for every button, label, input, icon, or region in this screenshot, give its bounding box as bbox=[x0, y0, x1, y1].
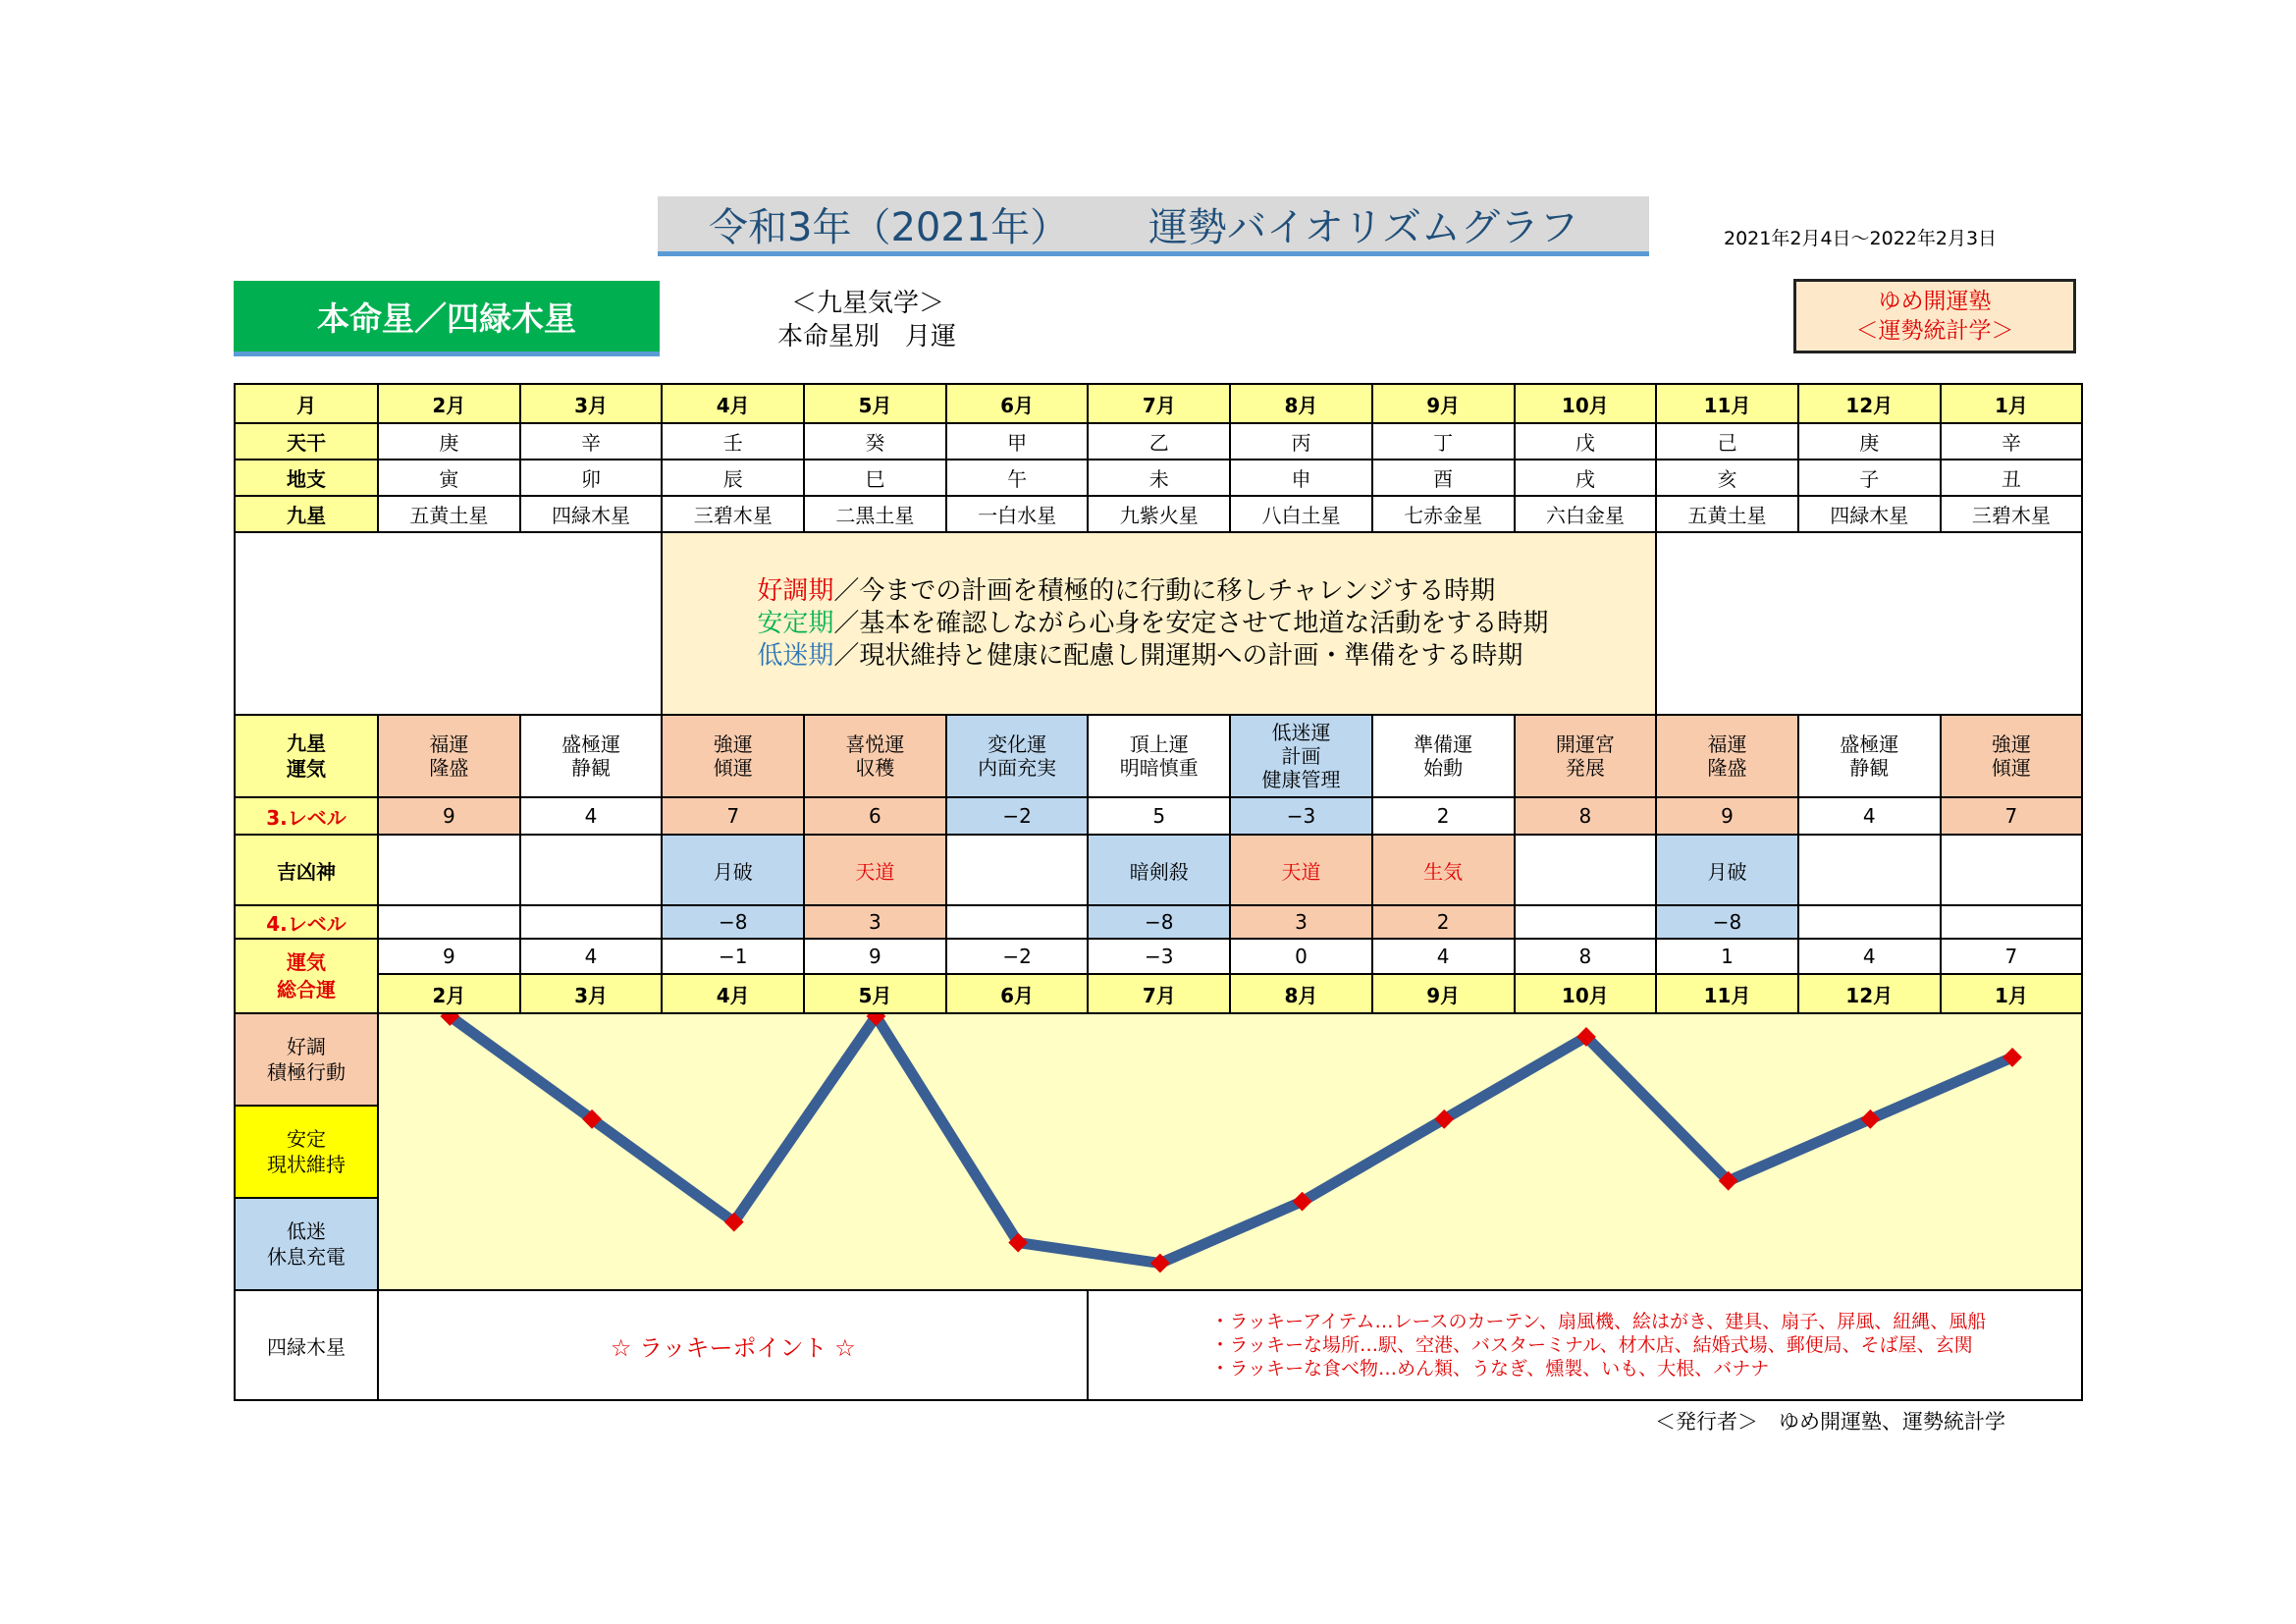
level4-cell: 3 bbox=[1230, 905, 1372, 939]
month-repeat-cell: 12月 bbox=[1798, 974, 1941, 1013]
kyusei-row-cell: 八白土星 bbox=[1230, 496, 1372, 532]
phase-text: ／現状維持と健康に配慮し開運期への計画・準備をする時期 bbox=[833, 640, 1523, 671]
unki-cell: 強運 傾運 bbox=[662, 715, 804, 797]
description-blank-left bbox=[235, 532, 662, 715]
phase-label: 好調期 bbox=[757, 575, 834, 606]
kikkyo-cell bbox=[520, 835, 663, 905]
zone-label: 安定 現状維持 bbox=[235, 1106, 378, 1198]
lucky-item: ・ラッキーアイテム…レースのカーテン、扇風機、絵はがき、建具、扇子、屏風、紐縄、風船 bbox=[1210, 1311, 1987, 1332]
unki-cell: 盛極運 静観 bbox=[1798, 715, 1941, 797]
series-line bbox=[450, 1016, 2012, 1264]
month-repeat-cell: 4月 bbox=[662, 974, 804, 1013]
chart-area bbox=[378, 1013, 2082, 1290]
month-header-cell: 8月 bbox=[1230, 384, 1372, 423]
level3-cell: 2 bbox=[1372, 797, 1515, 835]
level3-cell: 6 bbox=[804, 797, 946, 835]
chishi-row-cell: 午 bbox=[946, 460, 1089, 496]
month-header-cell: 3月 bbox=[520, 384, 663, 423]
kikkyo-label: 吉凶神 bbox=[235, 835, 378, 905]
tenkan-row-cell: 甲 bbox=[946, 423, 1089, 460]
month-repeat-cell: 6月 bbox=[946, 974, 1089, 1013]
unki-label: 九星 運気 bbox=[235, 715, 378, 797]
month-label: 月 bbox=[235, 384, 378, 423]
tenkan-row-cell: 丙 bbox=[1230, 423, 1372, 460]
kyusei-row-cell: 五黄土星 bbox=[1656, 496, 1798, 532]
level3-cell: 4 bbox=[520, 797, 663, 835]
level3-cell: 9 bbox=[378, 797, 520, 835]
total-cell: 4 bbox=[1372, 939, 1515, 974]
month-repeat-cell: 1月 bbox=[1941, 974, 2083, 1013]
kyusei-row-label: 九星 bbox=[235, 496, 378, 532]
chishi-row-cell: 亥 bbox=[1656, 460, 1798, 496]
level3-cell: 7 bbox=[662, 797, 804, 835]
unki-cell: 準備運 始動 bbox=[1372, 715, 1515, 797]
unki-cell: 低迷運 計画 健康管理 bbox=[1230, 715, 1372, 797]
month-header-cell: 7月 bbox=[1088, 384, 1230, 423]
kyusei-row-cell: 二黒土星 bbox=[804, 496, 946, 532]
tenkan-row-cell: 乙 bbox=[1088, 423, 1230, 460]
description-blank-right bbox=[1656, 532, 2082, 715]
page-title: 令和3年（2021年） bbox=[709, 204, 1070, 250]
zone-label: 好調 積極行動 bbox=[235, 1013, 378, 1106]
level3-cell: 7 bbox=[1941, 797, 2083, 835]
month-repeat-cell: 10月 bbox=[1515, 974, 1657, 1013]
zone-label: 低迷 休息充電 bbox=[235, 1198, 378, 1290]
chishi-row-cell: 寅 bbox=[378, 460, 520, 496]
fortune-table bbox=[234, 383, 2083, 1401]
chishi-row-cell: 未 bbox=[1088, 460, 1230, 496]
level4-label: 4.レベル bbox=[235, 905, 378, 939]
level3-cell: −2 bbox=[946, 797, 1089, 835]
chishi-row-cell: 申 bbox=[1230, 460, 1372, 496]
phase-text: ／基本を確認しながら心身を安定させて地道な活動をする時期 bbox=[833, 608, 1549, 638]
total-cell: 0 bbox=[1230, 939, 1372, 974]
month-repeat-cell: 7月 bbox=[1088, 974, 1230, 1013]
tenkan-row-cell: 辛 bbox=[520, 423, 663, 460]
tenkan-row-cell: 己 bbox=[1656, 423, 1798, 460]
unki-cell: 福運 隆盛 bbox=[378, 715, 520, 797]
total-cell: 4 bbox=[520, 939, 663, 974]
lucky-row bbox=[235, 1290, 2082, 1400]
kyusei-row-cell: 四緑木星 bbox=[1798, 496, 1941, 532]
level4-cell: −8 bbox=[1088, 905, 1230, 939]
month-header-cell: 4月 bbox=[662, 384, 804, 423]
kikkyo-cell: 月破 bbox=[662, 835, 804, 905]
total-cell: 8 bbox=[1515, 939, 1657, 974]
kyusei-row-cell: 三碧木星 bbox=[1941, 496, 2083, 532]
month-repeat-cell: 5月 bbox=[804, 974, 946, 1013]
total-cell: −3 bbox=[1088, 939, 1230, 974]
biorhythm-chart bbox=[379, 1014, 2082, 1290]
lucky-title: ☆ ラッキーポイント ☆ bbox=[378, 1290, 1088, 1400]
level4-cell: 2 bbox=[1372, 905, 1515, 939]
kikkyo-cell bbox=[378, 835, 520, 905]
page-title-2: 運勢バイオリズムグラフ bbox=[1148, 204, 1578, 250]
kyusei-row-cell: 五黄土星 bbox=[378, 496, 520, 532]
chishi-row-label: 地支 bbox=[235, 460, 378, 496]
tenkan-row-cell: 癸 bbox=[804, 423, 946, 460]
footer-publisher: ＜発行者＞ ゆめ開運塾、運勢統計学 bbox=[1655, 1410, 2005, 1434]
unki-cell: 盛極運 静観 bbox=[520, 715, 663, 797]
total-row bbox=[235, 939, 2082, 974]
kikkyo-cell bbox=[1941, 835, 2083, 905]
chishi-row-cell: 丑 bbox=[1941, 460, 2083, 496]
unki-cell: 開運宮 発展 bbox=[1515, 715, 1657, 797]
title-bar bbox=[658, 196, 1649, 256]
kyusei-row-cell: 四緑木星 bbox=[520, 496, 663, 532]
kyusei-row-cell: 九紫火星 bbox=[1088, 496, 1230, 532]
total-cell: −2 bbox=[946, 939, 1089, 974]
tenkan-row-cell: 壬 bbox=[662, 423, 804, 460]
total-label: 運気 総合運 bbox=[235, 939, 378, 1013]
kikkyo-cell: 天道 bbox=[1230, 835, 1372, 905]
kyusei-row bbox=[235, 496, 2082, 532]
tenkan-row-cell: 丁 bbox=[1372, 423, 1515, 460]
kikkyo-cell: 月破 bbox=[1656, 835, 1798, 905]
level4-cell bbox=[946, 905, 1089, 939]
kikkyo-cell bbox=[1798, 835, 1941, 905]
chishi-row-cell: 戌 bbox=[1515, 460, 1657, 496]
chishi-row-cell: 卯 bbox=[520, 460, 663, 496]
level4-cell bbox=[378, 905, 520, 939]
total-cell: −1 bbox=[662, 939, 804, 974]
month-repeat-cell: 3月 bbox=[520, 974, 663, 1013]
kikkyo-cell: 暗剣殺 bbox=[1088, 835, 1230, 905]
honmei-banner: 本命星／四緑木星 bbox=[234, 281, 660, 356]
month-header-cell: 5月 bbox=[804, 384, 946, 423]
month-header-cell: 12月 bbox=[1798, 384, 1941, 423]
level3-label: 3.レベル bbox=[235, 797, 378, 835]
subtitle-2: 本命星別 月運 bbox=[777, 322, 957, 352]
description-line bbox=[757, 575, 1655, 608]
kyusei-row-cell: 一白水星 bbox=[946, 496, 1089, 532]
publisher-name: ゆめ開運塾 bbox=[1878, 289, 1992, 314]
chishi-row bbox=[235, 460, 2082, 496]
chishi-row-cell: 辰 bbox=[662, 460, 804, 496]
month-repeat-cell: 11月 bbox=[1656, 974, 1798, 1013]
description-line bbox=[757, 608, 1655, 640]
kyusei-row-cell: 六白金星 bbox=[1515, 496, 1657, 532]
lucky-item: ・ラッキーな場所…駅、空港、バスターミナル、材木店、結婚式場、郵便局、そば屋、玄関 bbox=[1210, 1334, 1973, 1356]
unki-cell: 変化運 内面充実 bbox=[946, 715, 1089, 797]
unki-cell: 強運 傾運 bbox=[1941, 715, 2083, 797]
level3-cell: 9 bbox=[1656, 797, 1798, 835]
tenkan-row-cell: 庚 bbox=[378, 423, 520, 460]
phase-text: ／今までの計画を積極的に行動に移しチャレンジする時期 bbox=[833, 575, 1496, 606]
zone-row bbox=[235, 1013, 2082, 1106]
description-line bbox=[757, 640, 1655, 673]
level3-cell: 5 bbox=[1088, 797, 1230, 835]
month-header-cell: 6月 bbox=[946, 384, 1089, 423]
month-repeat-cell: 2月 bbox=[378, 974, 520, 1013]
lucky-item: ・ラッキーな食べ物…めん類、うなぎ、燻製、いも、大根、バナナ bbox=[1210, 1358, 1770, 1380]
unki-cell: 福運 隆盛 bbox=[1656, 715, 1798, 797]
tenkan-row bbox=[235, 423, 2082, 460]
total-cell: 1 bbox=[1656, 939, 1798, 974]
level4-cell bbox=[1798, 905, 1941, 939]
kikkyo-cell bbox=[1515, 835, 1657, 905]
total-cell: 9 bbox=[378, 939, 520, 974]
level3-row bbox=[235, 797, 2082, 835]
kikkyo-cell: 天道 bbox=[804, 835, 946, 905]
level4-cell bbox=[1941, 905, 2083, 939]
month-header-row bbox=[235, 384, 2082, 423]
chishi-row-cell: 酉 bbox=[1372, 460, 1515, 496]
total-cell: 9 bbox=[804, 939, 946, 974]
lucky-label: 四緑木星 bbox=[235, 1290, 378, 1400]
publisher-sub: ＜運勢統計学＞ bbox=[1855, 318, 2014, 344]
month-header-cell: 11月 bbox=[1656, 384, 1798, 423]
level3-cell: 8 bbox=[1515, 797, 1657, 835]
tenkan-row-label: 天干 bbox=[235, 423, 378, 460]
phase-label: 低迷期 bbox=[757, 640, 834, 671]
level4-cell bbox=[520, 905, 663, 939]
level3-cell: 4 bbox=[1798, 797, 1941, 835]
month-header-cell: 2月 bbox=[378, 384, 520, 423]
unki-row bbox=[235, 715, 2082, 797]
kikkyo-cell bbox=[946, 835, 1089, 905]
chishi-row-cell: 子 bbox=[1798, 460, 1941, 496]
level4-row bbox=[235, 905, 2082, 939]
chishi-row-cell: 巳 bbox=[804, 460, 946, 496]
kikkyo-row bbox=[235, 835, 2082, 905]
subtitle-1: ＜九星気学＞ bbox=[791, 289, 945, 318]
level4-cell: −8 bbox=[1656, 905, 1798, 939]
month-header-cell: 9月 bbox=[1372, 384, 1515, 423]
month-repeat-cell: 8月 bbox=[1230, 974, 1372, 1013]
month-header-cell: 1月 bbox=[1941, 384, 2083, 423]
lucky-items bbox=[1088, 1290, 2082, 1400]
unki-cell: 頂上運 明暗慎重 bbox=[1088, 715, 1230, 797]
tenkan-row-cell: 庚 bbox=[1798, 423, 1941, 460]
tenkan-row-cell: 辛 bbox=[1941, 423, 2083, 460]
month-repeat-cell: 9月 bbox=[1372, 974, 1515, 1013]
level4-cell bbox=[1515, 905, 1657, 939]
total-cell: 7 bbox=[1941, 939, 2083, 974]
month-header-cell: 10月 bbox=[1515, 384, 1657, 423]
kyusei-row-cell: 三碧木星 bbox=[662, 496, 804, 532]
kikkyo-cell: 生気 bbox=[1372, 835, 1515, 905]
total-cell: 4 bbox=[1798, 939, 1941, 974]
kyusei-row-cell: 七赤金星 bbox=[1372, 496, 1515, 532]
level3-cell: −3 bbox=[1230, 797, 1372, 835]
period-text: 2021年2月4日～2022年2月3日 bbox=[1724, 228, 1998, 249]
description-row bbox=[235, 532, 2082, 715]
level4-cell: 3 bbox=[804, 905, 946, 939]
level4-cell: −8 bbox=[662, 905, 804, 939]
publisher-box bbox=[1793, 279, 2076, 353]
tenkan-row-cell: 戊 bbox=[1515, 423, 1657, 460]
phase-label: 安定期 bbox=[757, 608, 834, 638]
unki-cell: 喜悦運 収穫 bbox=[804, 715, 946, 797]
month-repeat-row bbox=[235, 974, 2082, 1013]
description-box bbox=[662, 532, 1656, 715]
